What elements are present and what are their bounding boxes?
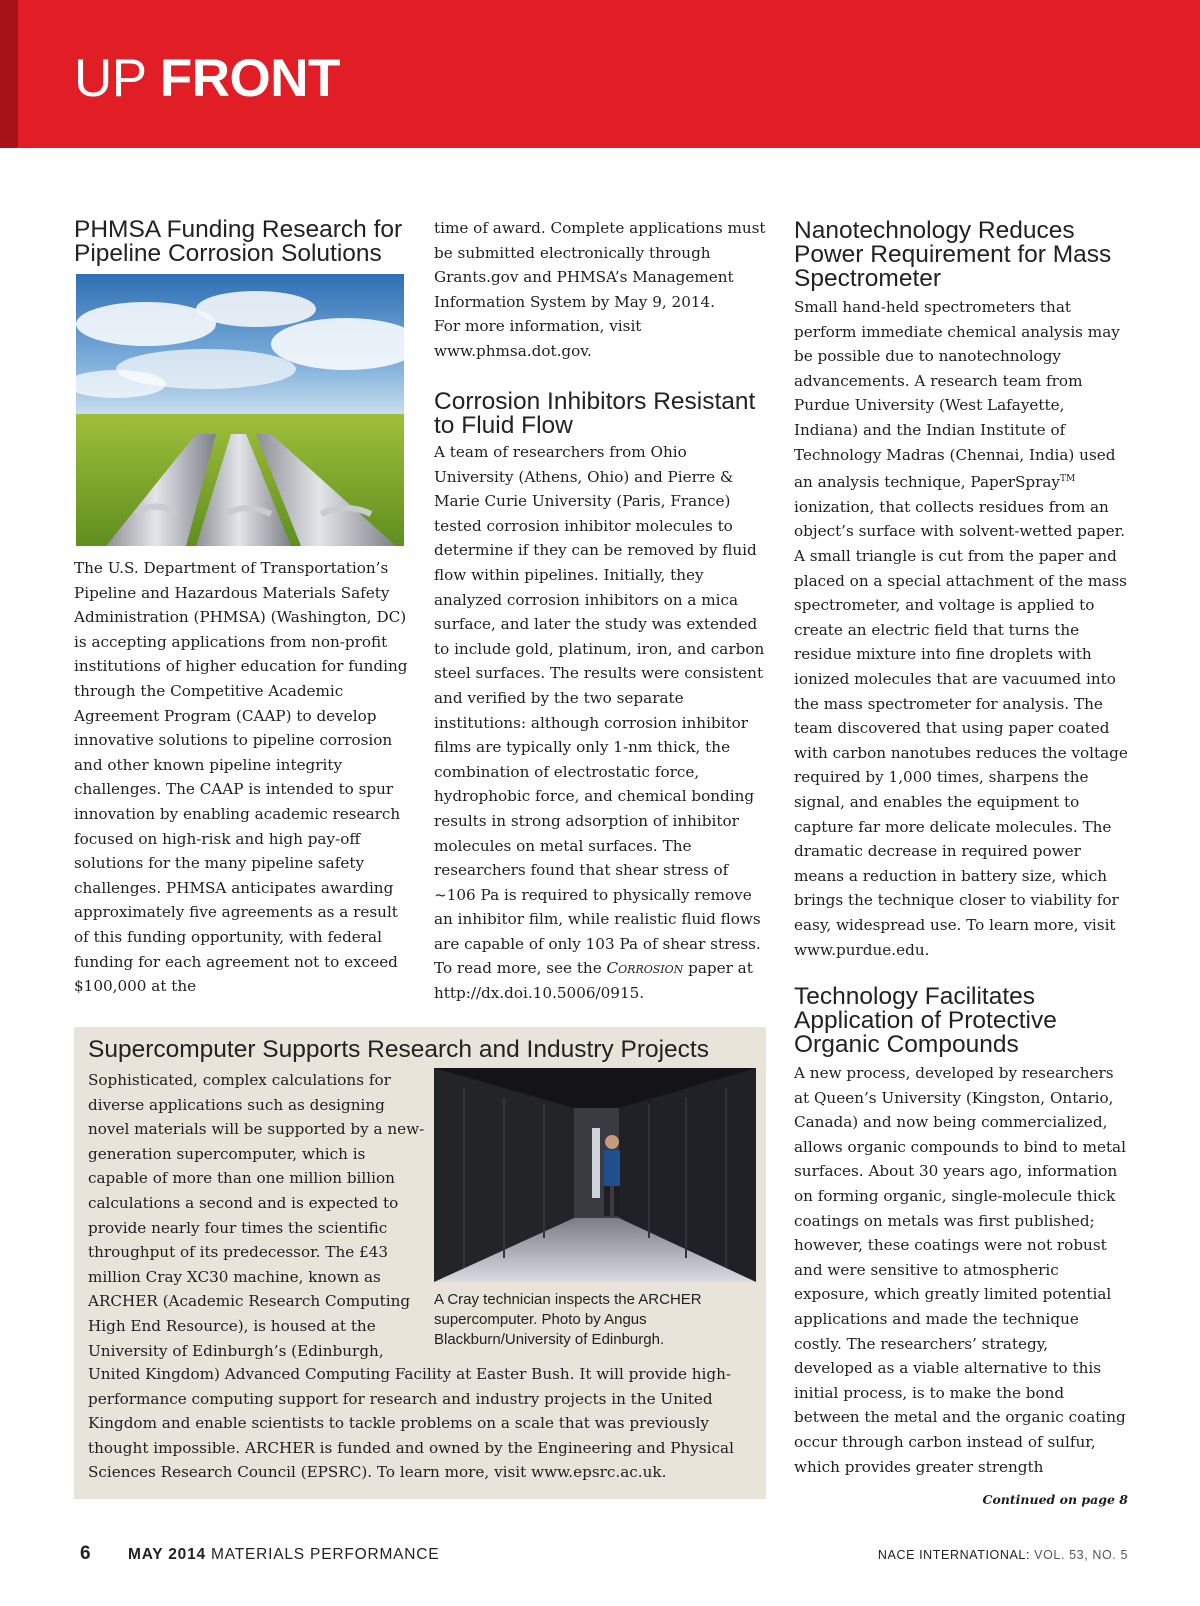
trademark-mark: TM <box>1060 474 1076 485</box>
article-body: The U.S. Department of Transportation’s Pipeline and Hazardous Materials Safety Administration (PHMSA) (Washington, DC) is accepting applications from non-profit institutions of higher education for funding through the Competitive Academic Agreement Program (CAAP) to develop innovative solutions to pipeline corrosion and other known pipeline integrity challenges. The CAAP is intended to spur innovation by enabling academic research focused on high-risk and high pay-off solutions for the many pipeline safety challenges. PHMSA anticipates awarding approximately five agreements as a result of this funding opportunity, with federal funding for each agreement not to exceed $100,000 at the <box>74 559 408 996</box>
pipeline-illustration <box>76 274 404 546</box>
journal-name: Corrosion <box>606 959 684 978</box>
body-text-continued: ionization, that collects residues from an object’s surface with solvent-wetted paper. A small triangle is cut from the paper and placed on a special attachment of the mass spectrometer, and voltage is applied to create an electric field that turns the residue mixture into fine droplets with ionized molecules that are vacuumed into the mass spectrometer for analysis. The team discovered that using paper coated with carbon nanotubes reduces the voltage required by 1,000 times, sharpens the signal, and enables the equipment to capture far more delicate molecules. The dramatic decrease in required power means a reduction in battery size, which brings the technique closer to viability for easy, widespread use. To learn more, visit www.purdue.edu. <box>794 497 1128 959</box>
continued-note[interactable]: Continued on page 8 <box>982 1491 1128 1507</box>
article-phmsa <box>74 218 406 266</box>
pipeline-photo <box>76 274 404 546</box>
doi-link[interactable]: paper at http://dx.doi.10.5006/0915. <box>434 959 753 1003</box>
section-title <box>74 49 340 108</box>
body-text: A team of researchers from Ohio University (Athens, Ohio) and Pierre & Marie Curie University (Paris, France) tested corrosion inhibitor molecules to determine if they can be removed by fluid flow within pipelines. Initially, they analyzed corrosion inhibitors on a mica surface, and later the study was extended to include gold, platinum, iron, and carbon steel surfaces. The results were consistent and verified by the two separate institutions: although corrosion inhibitor films are typically only 1-nm thick, the combination of electrostatic force, hydrophobic force, and chemical bonding results in strong adsorption of inhibitor molecules on metal surfaces. The researchers found that shear stress of ~106 Pa is required to physically remove an inhibitor film, while realistic fluid flows are capable of only 103 Pa of shear stress. To read more, see the <box>434 443 765 978</box>
sidebar-text: Sophisticated, complex calculations for diverse applications such as designing novel materials will be supported by a new-generation supercomputer, which is capable of more than one million billion calculations a second and is expected to provide nearly four times the scientific throughput of its predecessor. The £43 million Cray XC30 machine, known as ARCHER (Academic Research Computing High End Resource), is housed at the University of Edinburgh’s (Edinburgh, <box>88 1071 425 1360</box>
body-text: Small hand-held spectrometers that perform immediate chemical analysis may be possible due to nanotechnology advancements. A research team from Purdue University (West Lafayette, Indiana) and the Indian Institute of Technology Madras (Chennai, India) used an analysis technique, PaperSpray <box>794 298 1120 492</box>
article-body <box>434 440 768 1006</box>
sidebar-title: Supercomputer Supports Research and Industry Projects <box>88 1036 709 1063</box>
article-title: Corrosion Inhibitors Resistant to Fluid Flow <box>434 388 756 439</box>
footer-right <box>848 1548 1128 1562</box>
article-title: PHMSA Funding Research for Pipeline Corrosion Solutions <box>74 216 403 267</box>
issue-date: MAY 2014 <box>128 1546 206 1563</box>
organization: NACE INTERNATIONAL: <box>877 1548 1031 1562</box>
sidebar-body-a <box>88 1068 426 1363</box>
article-inhibitors <box>434 390 768 1006</box>
article-phmsa-body <box>74 556 408 999</box>
photo-caption: A Cray technician inspects the ARCHER supercomputer. Photo by Angus Blackburn/University of Edinburgh. <box>434 1291 702 1348</box>
more-info-link[interactable]: For more information, visit www.phmsa.dot.gov. <box>434 317 642 360</box>
server-aisle-illustration <box>434 1068 756 1282</box>
volume-issue: VOL. 53, NO. 5 <box>1034 1548 1128 1562</box>
article-body <box>794 295 1128 962</box>
article-body: A new process, developed by researchers at Queen’s University (Kingston, Ontario, Canada) and now being commercialized, allows organic compounds to bind to metal surfaces. About 30 years ago, information on forming organic, single-molecule thick coatings on metals was first published; however, these coatings were not robust and were sensitive to atmospheric exposure, which greatly limited potential applications and made the technique costly. The researchers’ strategy, developed as a viable alternative to this initial process, is to make the bond between the metal and the organic coating occur through carbon instead of sulfur, which provides greater strength <box>794 1064 1126 1476</box>
sidebar-body-b <box>88 1362 760 1485</box>
banner-edge <box>0 0 18 148</box>
supercomputer-photo <box>434 1068 756 1282</box>
magazine-name: MATERIALS PERFORMANCE <box>211 1546 440 1563</box>
article-phmsa-continued <box>434 216 768 364</box>
article-title: Nanotechnology Reduces Power Requirement for Mass Spectrometer <box>794 217 1112 292</box>
article-title: Technology Facilitates Application of Protective Organic Compounds <box>794 983 1057 1058</box>
article-organic <box>794 985 1128 1519</box>
sidebar-text-continued: United Kingdom) Advanced Computing Facility at Easter Bush. It will provide high-performance computing support for research and industry projects in the United Kingdom and enable scientists to tackle problems on a scale that was previously thought impossible. ARCHER is funded and owned by the Engineering and Physical Sciences Research Council (EPSRC). To learn more, visit www.epsrc.ac.uk. <box>88 1365 734 1482</box>
article-nanotech <box>794 219 1128 962</box>
page-number: 6 <box>80 1543 91 1564</box>
section-title-light: UP <box>74 49 146 108</box>
article-body-continued: time of award. Complete applications must be submitted electronically through Grants.gov and PHMSA’s Management Information System by May 9, 2014. <box>434 219 766 311</box>
section-title-bold: FRONT <box>159 49 340 108</box>
sidebar-title-wrap <box>88 1038 768 1062</box>
footer-left <box>128 1546 439 1564</box>
